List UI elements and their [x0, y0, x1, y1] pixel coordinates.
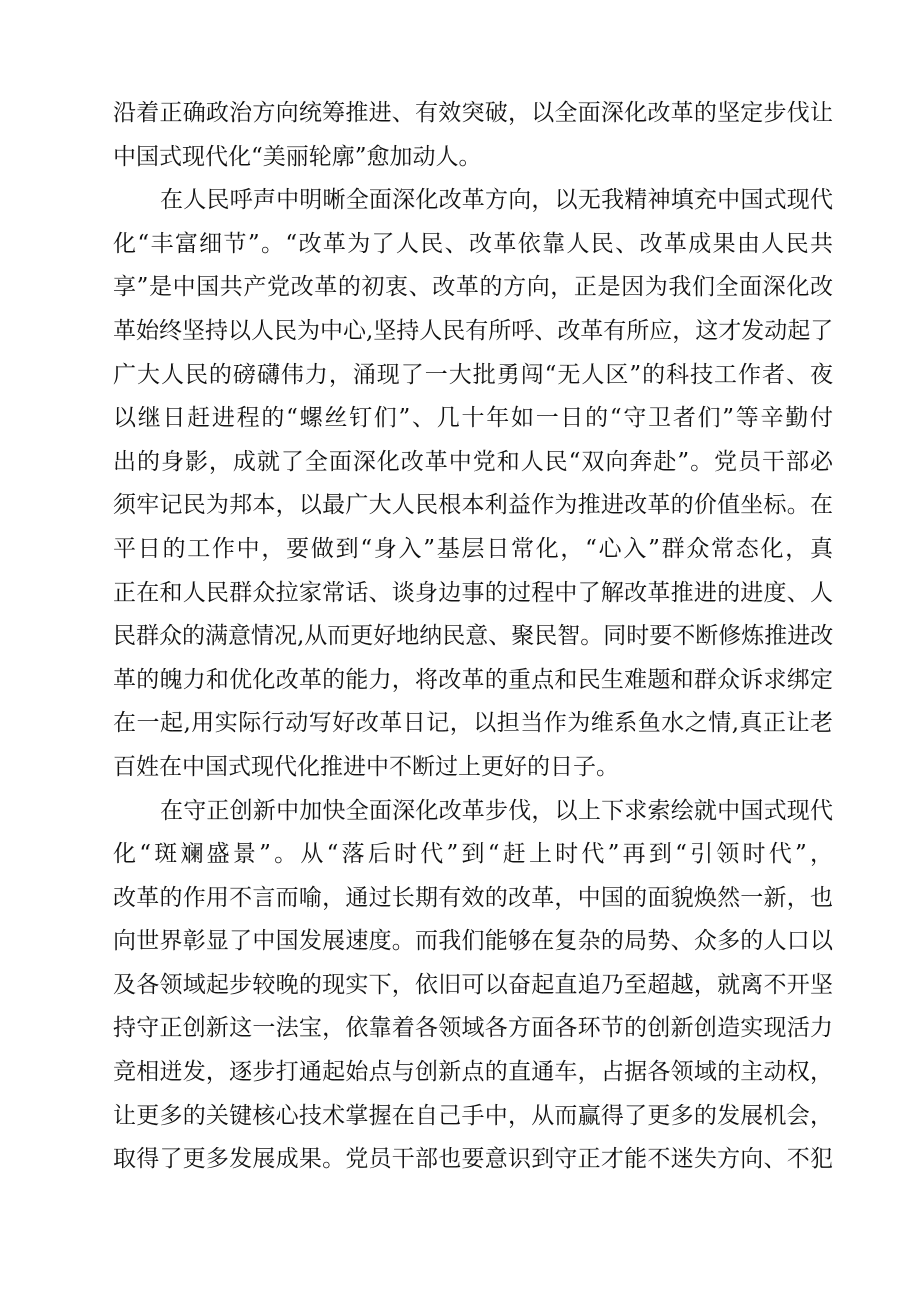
- text-line: 中国式现代化“美丽轮廓”愈加动人。: [113, 143, 482, 170]
- text-line: 取得了更多发展成果。党员干部也要意识到守正才能不迷失方向、不犯: [113, 1146, 833, 1173]
- text-line: 及各领域起步较晚的现实下，依旧可以奋起直追乃至超越，就离不开坚: [113, 971, 833, 998]
- text-line: 竞相迸发，逐步打通起始点与创新点的直通车，占据各领域的主动权，: [113, 1059, 833, 1086]
- text-line: 正在和人民群众拉家常话、谈身边事的过程中了解改革推进的进度、人: [113, 579, 833, 606]
- text-line: 在一起,用实际行动写好改革日记，以担当作为维系鱼水之情,真正让老: [113, 710, 833, 737]
- text-line: 让更多的关键核心技术掌握在自己手中，从而赢得了更多的发展机会，: [113, 1102, 833, 1129]
- text-line: 向世界彰显了中国发展速度。而我们能够在复杂的局势、众多的人口以: [113, 928, 833, 955]
- text-line: 革的魄力和优化改革的能力，将改革的重点和民生难题和群众诉求绑定: [113, 666, 833, 693]
- text-line: 百姓在中国式现代化推进中不断过上更好的日子。: [113, 753, 619, 780]
- text-line: 化“斑斓盛景”。从“落后时代”到“赶上时代”再到“引领时代”，: [113, 841, 833, 868]
- text-line: 改革的作用不言而喻，通过长期有效的改革，中国的面貌焕然一新，也: [113, 884, 833, 911]
- text-line: 平日的工作中，要做到“身入”基层日常化，“心入”群众常态化，真: [113, 535, 833, 562]
- text-line: 广大人民的磅礴伟力，涌现了一大批勇闯“无人区”的科技工作者、夜: [113, 361, 833, 388]
- text-line: 沿着正确政治方向统筹推进、有效突破，以全面深化改革的坚定步伐让: [113, 100, 833, 126]
- text-line: 革始终坚持以人民为中心,坚持人民有所呼、改革有所应，这才发动起了: [113, 317, 834, 344]
- text-line: 民群众的满意情况,从而更好地纳民意、聚民智。同时要不断修炼推进改: [113, 623, 834, 650]
- text-line: 出的身影，成就了全面深化改革中党和人民“双向奔赴”。党员干部必: [113, 448, 833, 475]
- text-line: 持守正创新这一法宝，依靠着各领域各方面各环节的创新创造实现活力: [113, 1015, 833, 1042]
- text-line: 须牢记民为邦本，以最广大人民根本利益作为推进改革的价值坐标。在: [113, 492, 833, 519]
- text-line: 以继日赶进程的“螺丝钉们”、几十年如一日的“守卫者们”等辛勤付: [113, 405, 833, 432]
- paragraph-start-line: 在人民呼声中明晰全面深化改革方向，以无我精神填充中国式现代: [160, 187, 833, 214]
- text-line: 化“丰富细节”。“改革为了人民、改革依靠人民、改革成果由人民共: [113, 230, 833, 257]
- paragraph-start-line: 在守正创新中加快全面深化改革步伐，以上下求索绘就中国式现代: [160, 797, 833, 824]
- body-text: [113, 92, 833, 1182]
- text-line: 享”是中国共产党改革的初衷、改革的方向，正是因为我们全面深化改: [113, 274, 833, 301]
